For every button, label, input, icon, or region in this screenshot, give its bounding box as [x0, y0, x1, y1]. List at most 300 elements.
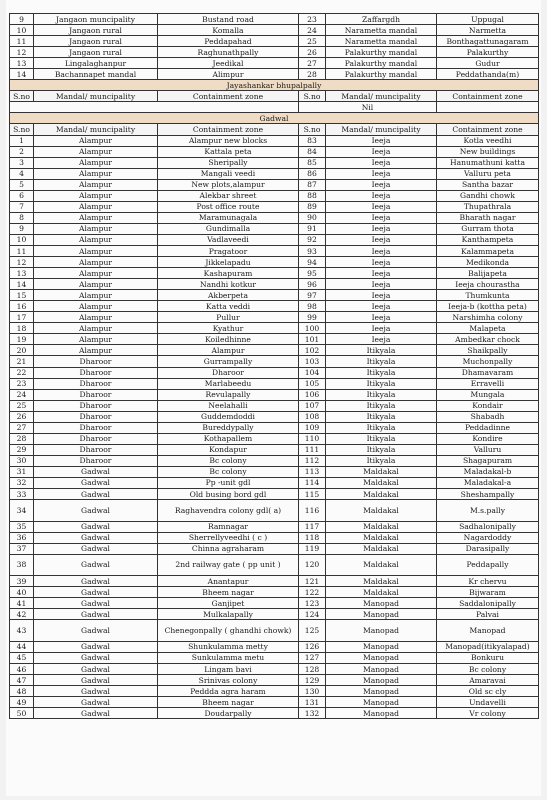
mandal-cell: Itikyala	[326, 367, 437, 378]
mandal-cell: Gadwal	[34, 500, 158, 522]
zone-cell: Srinivas colony	[158, 675, 299, 686]
zone-cell: Bc colony	[158, 455, 299, 466]
zone-cell: Ambedkar chock	[437, 334, 539, 345]
mandal-cell: Ieeja	[326, 279, 437, 290]
zone-cell: Bustand road	[158, 14, 299, 25]
mandal-cell: Alampur	[34, 157, 158, 168]
mandal-cell: Jangaon rural	[34, 25, 158, 36]
mandal-cell: Lingalaghanpur	[34, 58, 158, 69]
table-row	[10, 652, 539, 663]
mandal-cell: Alampur	[34, 279, 158, 290]
zone-cell: Peddda agra haram	[158, 686, 299, 697]
mandal-cell: Maldakal	[326, 466, 437, 477]
zone-cell: Dhamavaram	[437, 367, 539, 378]
zone-cell: Bheem nagar	[158, 587, 299, 598]
sno-cell: 111	[299, 444, 326, 455]
zone-cell: Bc colony	[158, 466, 299, 477]
sno-cell: 126	[299, 641, 326, 652]
sno-cell: 103	[299, 356, 326, 367]
zone-cell: Gandhi chowk	[437, 190, 539, 201]
mandal-cell: Ieeja	[326, 234, 437, 245]
zone-cell: Bc colony	[437, 663, 539, 674]
mandal-cell: Jangaon rural	[34, 47, 158, 58]
mandal-cell: Alampur	[34, 290, 158, 301]
mandal-cell: Zaffargdh	[326, 14, 437, 25]
mandal-cell: Gadwal	[34, 587, 158, 598]
mandal-cell: Ieeja	[326, 257, 437, 268]
mandal-cell: Gadwal	[34, 489, 158, 500]
sno-cell: 18	[10, 323, 34, 334]
zone-cell: Alimpur	[158, 69, 299, 80]
table-row	[10, 598, 539, 609]
table-row	[10, 609, 539, 620]
sno-cell: 49	[10, 697, 34, 708]
mandal-cell: Gadwal	[34, 543, 158, 554]
sno-cell: 127	[299, 652, 326, 663]
mandal-cell: Alampur	[34, 190, 158, 201]
zone-cell: Shaikpally	[437, 345, 539, 356]
mandal-cell: Maldakal	[326, 554, 437, 576]
zone-cell: Narmetta	[437, 25, 539, 36]
zone-cell: Erravelli	[437, 378, 539, 389]
zone-cell: Kotla veedhi	[437, 135, 539, 146]
sno-cell: 98	[299, 301, 326, 312]
zone-cell: Maramunagala	[158, 212, 299, 223]
sno-header: S.no	[10, 124, 34, 135]
zone-cell: Lingam bavi	[158, 663, 299, 674]
mandal-cell: Maldakal	[326, 489, 437, 500]
zone-cell: Maladakal-b	[437, 466, 539, 477]
table-row	[10, 500, 539, 522]
mandal-cell: Ieeja	[326, 146, 437, 157]
sno-cell: 22	[10, 367, 34, 378]
sno-cell: 47	[10, 675, 34, 686]
sno-cell: 128	[299, 663, 326, 674]
sno-cell: 27	[299, 58, 326, 69]
table-row	[10, 301, 539, 312]
sno-cell: 42	[10, 609, 34, 620]
district-heading-row	[10, 113, 539, 124]
mandal-cell: Ieeja	[326, 312, 437, 323]
mandal-cell: Itikyala	[326, 455, 437, 466]
table-row	[10, 201, 539, 212]
sno-cell: 3	[10, 157, 34, 168]
sno-cell: 9	[10, 223, 34, 234]
mandal-cell: Manopad	[326, 641, 437, 652]
zone-cell: Pp -unit gdl	[158, 477, 299, 488]
table-row	[10, 312, 539, 323]
sno-cell: 101	[299, 334, 326, 345]
table-cell	[437, 102, 539, 113]
zone-header: Containment zone	[158, 124, 299, 135]
table-row	[10, 466, 539, 477]
sno-cell: 114	[299, 477, 326, 488]
sno-cell: 32	[10, 477, 34, 488]
zone-cell: Peddadinne	[437, 422, 539, 433]
zone-cell: Bheem nagar	[158, 697, 299, 708]
zone-cell: Mulkalapally	[158, 609, 299, 620]
zone-cell: Pullur	[158, 312, 299, 323]
sno-cell: 124	[299, 609, 326, 620]
zone-cell: Maladakal-a	[437, 477, 539, 488]
sno-cell: 25	[10, 400, 34, 411]
sno-cell: 19	[10, 334, 34, 345]
sno-cell: 7	[10, 201, 34, 212]
mandal-cell: Gadwal	[34, 532, 158, 543]
mandal-cell: Maldakal	[326, 500, 437, 522]
sno-cell: 14	[10, 69, 34, 80]
sno-cell: 38	[10, 554, 34, 576]
zone-cell: Sheripally	[158, 157, 299, 168]
zone-cell: Peddathanda(m)	[437, 69, 539, 80]
sno-cell: 113	[299, 466, 326, 477]
sno-cell: 14	[10, 279, 34, 290]
table-row	[10, 345, 539, 356]
zone-header: Containment zone	[437, 124, 539, 135]
sno-cell: 93	[299, 245, 326, 256]
sno-cell: 99	[299, 312, 326, 323]
sno-cell: 95	[299, 268, 326, 279]
mandal-cell: Alampur	[34, 146, 158, 157]
table-row	[10, 36, 539, 47]
table-row	[10, 620, 539, 642]
table-row	[10, 190, 539, 201]
mandal-cell: Gadwal	[34, 521, 158, 532]
sno-cell: 89	[299, 201, 326, 212]
zone-cell: Jikkelapadu	[158, 257, 299, 268]
sno-header: S.no	[299, 91, 326, 102]
zone-cell: Old sc cly	[437, 686, 539, 697]
mandal-cell: Gadwal	[34, 652, 158, 663]
zone-cell: Anantapur	[158, 576, 299, 587]
mandal-cell: Ieeja	[326, 245, 437, 256]
sno-cell: 39	[10, 576, 34, 587]
mandal-cell: Narametta mandal	[326, 36, 437, 47]
table-row	[10, 400, 539, 411]
zone-cell: Hanumathuni katta	[437, 157, 539, 168]
nil-row	[10, 102, 539, 113]
zone-cell: Raghunathpally	[158, 47, 299, 58]
zone-cell: Peddapally	[437, 554, 539, 576]
table-cell	[10, 102, 299, 113]
zone-cell: Gundimalla	[158, 223, 299, 234]
mandal-cell: Ieeja	[326, 190, 437, 201]
zone-cell: Kyathur	[158, 323, 299, 334]
zone-cell: Sadhalonipally	[437, 521, 539, 532]
zone-cell: Undavelli	[437, 697, 539, 708]
mandal-cell: Maldakal	[326, 543, 437, 554]
table-row	[10, 234, 539, 245]
table-row	[10, 257, 539, 268]
mandal-cell: Itikyala	[326, 345, 437, 356]
sno-cell: 11	[10, 36, 34, 47]
zone-cell: Medikonda	[437, 257, 539, 268]
mandal-cell: Alampur	[34, 168, 158, 179]
zone-cell: Nandhi kotkur	[158, 279, 299, 290]
zone-cell: Alampur new blocks	[158, 135, 299, 146]
mandal-cell: Bachannapet mandal	[34, 69, 158, 80]
sno-cell: 50	[10, 708, 34, 719]
document-page	[6, 0, 541, 796]
district-heading-row	[10, 80, 539, 91]
zone-cell: Vadlaveedi	[158, 234, 299, 245]
table-body	[10, 14, 539, 719]
table-row	[10, 146, 539, 157]
sno-cell: 31	[10, 466, 34, 477]
mandal-cell: Manopad	[326, 609, 437, 620]
sno-cell: 27	[10, 422, 34, 433]
sno-cell: 110	[299, 433, 326, 444]
sno-cell: 43	[10, 620, 34, 642]
sno-cell: 4	[10, 168, 34, 179]
zone-cell: Thupathrala	[437, 201, 539, 212]
table-row	[10, 356, 539, 367]
sno-cell: 30	[10, 455, 34, 466]
mandal-cell: Dharoor	[34, 378, 158, 389]
mandal-cell: Maldakal	[326, 532, 437, 543]
zone-cell: New buildings	[437, 146, 539, 157]
zone-cell: Thumkunta	[437, 290, 539, 301]
column-header-row	[10, 91, 539, 102]
mandal-cell: Manopad	[326, 652, 437, 663]
zone-cell: Akberpeta	[158, 290, 299, 301]
table-row	[10, 697, 539, 708]
zone-cell: Alekbar shreet	[158, 190, 299, 201]
sno-cell: 122	[299, 587, 326, 598]
zone-cell: Kondair	[437, 400, 539, 411]
zone-cell: 2nd railway gate ( pp unit )	[158, 554, 299, 576]
mandal-cell: Dharoor	[34, 411, 158, 422]
mandal-cell: Itikyala	[326, 400, 437, 411]
mandal-cell: Ieeja	[326, 268, 437, 279]
mandal-cell: Alampur	[34, 268, 158, 279]
mandal-cell: Gadwal	[34, 708, 158, 719]
table-row	[10, 245, 539, 256]
mandal-cell: Dharoor	[34, 356, 158, 367]
sno-cell: 25	[299, 36, 326, 47]
table-row	[10, 367, 539, 378]
zone-cell: Bureddypally	[158, 422, 299, 433]
zone-cell: Kattala peta	[158, 146, 299, 157]
zone-cell: Old busing bord gdl	[158, 489, 299, 500]
sno-cell: 46	[10, 663, 34, 674]
zone-cell: Manopad	[437, 620, 539, 642]
zone-cell: Kondire	[437, 433, 539, 444]
sno-cell: 10	[10, 25, 34, 36]
table-row	[10, 576, 539, 587]
zone-cell: Kalammapeta	[437, 245, 539, 256]
mandal-cell: Alampur	[34, 323, 158, 334]
sno-cell: 16	[10, 301, 34, 312]
sno-cell: 21	[10, 356, 34, 367]
sno-cell: 2	[10, 146, 34, 157]
zone-cell: Kr chervu	[437, 576, 539, 587]
sno-cell: 40	[10, 587, 34, 598]
sno-cell: 118	[299, 532, 326, 543]
mandal-cell: Gadwal	[34, 697, 158, 708]
mandal-cell: Gadwal	[34, 663, 158, 674]
sno-cell: 96	[299, 279, 326, 290]
table-row	[10, 389, 539, 400]
sno-cell: 104	[299, 367, 326, 378]
mandal-cell: Manopad	[326, 686, 437, 697]
zone-cell: Jeedikal	[158, 58, 299, 69]
sno-cell: 33	[10, 489, 34, 500]
mandal-cell: Gadwal	[34, 554, 158, 576]
sno-cell: 8	[10, 212, 34, 223]
zone-cell: Sunkulamma metu	[158, 652, 299, 663]
mandal-cell: Alampur	[34, 345, 158, 356]
zone-cell: Kanthampeta	[437, 234, 539, 245]
sno-cell: 91	[299, 223, 326, 234]
mandal-cell: Dharoor	[34, 444, 158, 455]
mandal-cell: Dharoor	[34, 422, 158, 433]
sno-cell: 11	[10, 245, 34, 256]
mandal-cell: Maldakal	[326, 587, 437, 598]
zone-cell: Neelahalli	[158, 400, 299, 411]
mandal-cell: Itikyala	[326, 356, 437, 367]
sno-cell: 90	[299, 212, 326, 223]
table-row	[10, 521, 539, 532]
sno-cell: 119	[299, 543, 326, 554]
table-row	[10, 168, 539, 179]
sno-cell: 94	[299, 257, 326, 268]
sno-cell: 123	[299, 598, 326, 609]
zone-cell: Mungala	[437, 389, 539, 400]
mandal-header: Mandal/ muncipality	[34, 124, 158, 135]
sno-cell: 48	[10, 686, 34, 697]
containment-zones-table	[9, 13, 539, 719]
zone-cell: Vr colony	[437, 708, 539, 719]
table-row	[10, 433, 539, 444]
table-row	[10, 14, 539, 25]
sno-cell: 17	[10, 312, 34, 323]
sno-cell: 20	[10, 345, 34, 356]
mandal-cell: Ieeja	[326, 135, 437, 146]
table-row	[10, 334, 539, 345]
sno-cell: 5	[10, 179, 34, 190]
table-row	[10, 641, 539, 652]
table-row	[10, 411, 539, 422]
sno-cell: 13	[10, 268, 34, 279]
zone-cell: Shagapuram	[437, 455, 539, 466]
zone-cell: Gurrampally	[158, 356, 299, 367]
nil-cell: Nil	[299, 102, 437, 113]
zone-cell: Nagardoddy	[437, 532, 539, 543]
zone-cell: Amaravai	[437, 675, 539, 686]
sno-cell: 120	[299, 554, 326, 576]
mandal-cell: Gadwal	[34, 609, 158, 620]
sno-cell: 107	[299, 400, 326, 411]
table-row	[10, 69, 539, 80]
sno-cell: 10	[10, 234, 34, 245]
table-row	[10, 708, 539, 719]
sno-cell: 85	[299, 157, 326, 168]
mandal-cell: Alampur	[34, 135, 158, 146]
table-row	[10, 554, 539, 576]
sno-cell: 9	[10, 14, 34, 25]
table-row	[10, 135, 539, 146]
table-row	[10, 477, 539, 488]
mandal-cell: Alampur	[34, 212, 158, 223]
zone-cell: Manopad(itikyalapad)	[437, 641, 539, 652]
table-row	[10, 323, 539, 334]
mandal-cell: Dharoor	[34, 367, 158, 378]
sno-cell: 12	[10, 257, 34, 268]
mandal-cell: Manopad	[326, 598, 437, 609]
mandal-cell: Maldakal	[326, 576, 437, 587]
mandal-cell: Manopad	[326, 675, 437, 686]
table-row	[10, 455, 539, 466]
table-row	[10, 290, 539, 301]
mandal-cell: Gadwal	[34, 641, 158, 652]
mandal-cell: Itikyala	[326, 411, 437, 422]
sno-cell: 105	[299, 378, 326, 389]
sno-cell: 34	[10, 500, 34, 522]
zone-cell: Palakurthy	[437, 47, 539, 58]
district-name: Gadwal	[10, 113, 539, 124]
zone-cell: Sherrellyveedhi ( c )	[158, 532, 299, 543]
table-row	[10, 686, 539, 697]
zone-cell: Bharath nagar	[437, 212, 539, 223]
zone-cell: Shunkulamma metty	[158, 641, 299, 652]
sno-cell: 121	[299, 576, 326, 587]
sno-cell: 15	[10, 290, 34, 301]
zone-cell: Koiledhinne	[158, 334, 299, 345]
mandal-cell: Gadwal	[34, 686, 158, 697]
sno-cell: 24	[10, 389, 34, 400]
zone-cell: Darasipally	[437, 543, 539, 554]
sno-cell: 112	[299, 455, 326, 466]
zone-cell: Revulapally	[158, 389, 299, 400]
sno-cell: 92	[299, 234, 326, 245]
table-row	[10, 663, 539, 674]
sno-cell: 125	[299, 620, 326, 642]
zone-cell: Chenegonpally ( ghandhi chowk)	[158, 620, 299, 642]
sno-cell: 23	[299, 14, 326, 25]
zone-header: Containment zone	[158, 91, 299, 102]
mandal-cell: Alampur	[34, 201, 158, 212]
mandal-cell: Ieeja	[326, 334, 437, 345]
zone-cell: Valluru	[437, 444, 539, 455]
mandal-cell: Ieeja	[326, 168, 437, 179]
table-row	[10, 279, 539, 290]
zone-cell: Santha bazar	[437, 179, 539, 190]
zone-cell: Ramnagar	[158, 521, 299, 532]
mandal-cell: Palakurthy mandal	[326, 47, 437, 58]
mandal-cell: Alampur	[34, 223, 158, 234]
zone-cell: Marlabeedu	[158, 378, 299, 389]
mandal-cell: Maldakal	[326, 477, 437, 488]
table-row	[10, 157, 539, 168]
sno-header: S.no	[299, 124, 326, 135]
table-row	[10, 25, 539, 36]
zone-cell: M.s.pally	[437, 500, 539, 522]
zone-cell: Narshimha colony	[437, 312, 539, 323]
table-row	[10, 223, 539, 234]
table-row	[10, 444, 539, 455]
mandal-cell: Dharoor	[34, 400, 158, 411]
mandal-cell: Gadwal	[34, 576, 158, 587]
sno-cell: 109	[299, 422, 326, 433]
sno-cell: 36	[10, 532, 34, 543]
sno-cell: 45	[10, 652, 34, 663]
sno-cell: 28	[10, 433, 34, 444]
mandal-cell: Jangaon rural	[34, 36, 158, 47]
table-row	[10, 268, 539, 279]
zone-cell: Gurram thota	[437, 223, 539, 234]
mandal-cell: Manopad	[326, 708, 437, 719]
